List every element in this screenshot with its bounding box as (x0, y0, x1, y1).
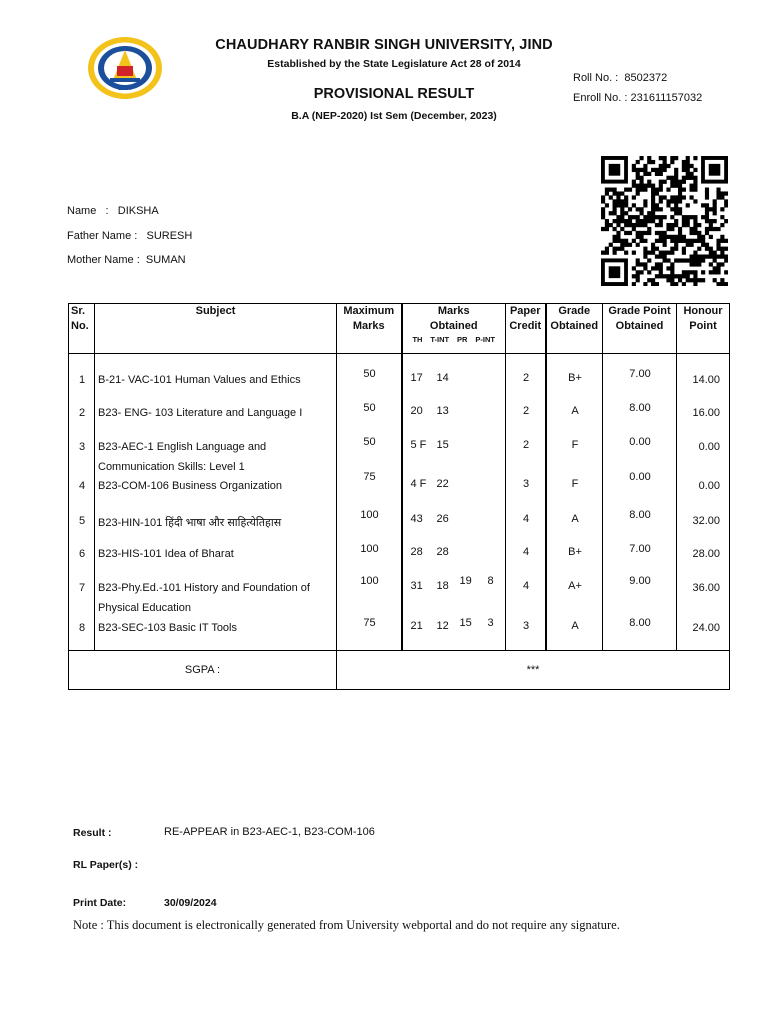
row-th: 28 (410, 546, 423, 558)
result-value: RE-APPEAR in B23-AEC-1, B23-COM-106 (164, 826, 375, 838)
row-honour-point: 0.00 (698, 480, 720, 492)
row-th: 17 (410, 372, 423, 384)
header-marks-obtained: Marks Obtained TH T-INT PR P-INT (402, 304, 506, 354)
col-gp (603, 354, 677, 651)
row-sr: 1 (78, 374, 86, 386)
row-grade: A+ (568, 580, 582, 592)
row-grade-point: 7.00 (629, 368, 651, 380)
mother-label: Mother Name : (67, 254, 140, 266)
row-sr: 3 (78, 441, 86, 453)
row-subject: B23-AEC-1 English Language and (98, 441, 267, 453)
result-label: Result : (73, 827, 112, 839)
row-pint: 8 (487, 575, 494, 587)
table-body-row (69, 354, 730, 651)
row-grade-point: 8.00 (629, 617, 651, 629)
col-grade (546, 354, 603, 651)
row-credit: 2 (522, 439, 530, 451)
row-credit: 4 (522, 513, 530, 525)
row-tint: 18 (436, 580, 449, 592)
mother-name: SUMAN (145, 254, 186, 266)
col-subject (95, 354, 337, 651)
header-grade-point: Grade Point Obtained (603, 304, 677, 354)
row-honour-point: 16.00 (692, 407, 720, 419)
row-pint: 3 (487, 617, 494, 629)
row-credit: 3 (522, 620, 530, 632)
university-name: CHAUDHARY RANBIR SINGH UNIVERSITY, JIND (215, 37, 553, 53)
row-th: 20 (410, 405, 423, 417)
row-grade: A (571, 405, 579, 417)
roll-label: Roll No. : (573, 72, 619, 84)
row-subject: B23-HIS-101 Idea of Bharat (98, 548, 234, 560)
row-tint: 28 (436, 546, 449, 558)
row-honour-point: 24.00 (692, 622, 720, 634)
header-max-marks: Maximum Marks (337, 304, 402, 354)
row-tint: 26 (436, 513, 449, 525)
row-grade: A (571, 513, 579, 525)
row-tint: 14 (436, 372, 449, 384)
row-grade-point: 0.00 (629, 436, 651, 448)
subheader-pint: P-INT (475, 335, 495, 344)
row-honour-point: 36.00 (692, 582, 720, 594)
row-grade: F (571, 439, 579, 451)
student-name-row (67, 205, 159, 217)
sgpa-value: *** (337, 651, 730, 690)
header-subject: Subject (95, 304, 337, 354)
row-honour-point: 32.00 (692, 515, 720, 527)
row-subject-cont: Physical Education (98, 602, 191, 614)
row-subject-cont: Communication Skills: Level 1 (98, 461, 245, 473)
enroll-label: Enroll No. : (573, 92, 628, 104)
header-grade: Grade Obtained (546, 304, 603, 354)
row-tint: 12 (436, 620, 449, 632)
established-line: Established by the State Legislature Act 28 of 2014 (267, 58, 521, 70)
row-subject: B23-SEC-103 Basic IT Tools (98, 622, 237, 634)
row-max-marks: 75 (363, 471, 376, 483)
rl-papers-label: RL Paper(s) : (73, 859, 139, 871)
qr-code (601, 156, 728, 286)
subheader-pr: PR (457, 335, 468, 344)
page-title: PROVISIONAL RESULT (313, 86, 475, 102)
row-sr: 6 (78, 548, 86, 560)
row-th: 4 F (410, 478, 427, 490)
row-sr: 4 (78, 480, 86, 492)
row-credit: 2 (522, 405, 530, 417)
row-max-marks: 50 (363, 402, 376, 414)
row-pr: 19 (459, 575, 472, 587)
enroll-number (573, 92, 702, 104)
row-th: 21 (410, 620, 423, 632)
row-subject: B23-HIN-101 हिंदी भाषा और साहित्येतिहास (98, 517, 282, 529)
father-name: SURESH (146, 230, 193, 242)
row-grade: B+ (568, 546, 582, 558)
col-credit (506, 354, 546, 651)
row-credit: 2 (522, 372, 530, 384)
print-date-value: 30/09/2024 (164, 897, 217, 909)
sgpa-label: SGPA : (184, 664, 221, 676)
row-sr: 2 (78, 407, 86, 419)
header-paper-credit: Paper Credit (506, 304, 546, 354)
row-sr: 7 (78, 582, 86, 594)
mother-name-row (67, 254, 186, 266)
marks-table (68, 303, 730, 690)
row-grade-point: 9.00 (629, 575, 651, 587)
row-max-marks: 50 (363, 368, 376, 380)
row-grade-point: 7.00 (629, 543, 651, 555)
row-th: 43 (410, 513, 423, 525)
row-subject: B23- ENG- 103 Literature and Language I (98, 407, 303, 419)
row-tint: 22 (436, 478, 449, 490)
row-credit: 3 (522, 478, 530, 490)
marks-subheaders (403, 335, 506, 345)
row-th: 5 F (410, 439, 427, 451)
name-separator: : (105, 205, 109, 217)
row-max-marks: 100 (360, 575, 379, 587)
row-max-marks: 100 (360, 509, 379, 521)
name-label: Name (67, 205, 97, 217)
row-th: 31 (410, 580, 423, 592)
row-honour-point: 0.00 (698, 441, 720, 453)
table-header-row (69, 304, 730, 354)
student-name: DIKSHA (117, 205, 159, 217)
col-max (337, 354, 402, 651)
row-max-marks: 50 (363, 436, 376, 448)
row-grade-point: 0.00 (629, 471, 651, 483)
qr-code-icon (601, 156, 728, 286)
row-subject: B23-Phy.Ed.-101 History and Foundation of (98, 582, 310, 594)
row-pr: 15 (459, 617, 472, 629)
roll-value: 8502372 (624, 72, 668, 84)
father-label: Father Name : (67, 230, 138, 242)
row-subject: B-21- VAC-101 Human Values and Ethics (98, 374, 301, 386)
row-max-marks: 75 (363, 617, 376, 629)
course-line: B.A (NEP-2020) Ist Sem (December, 2023) (291, 110, 497, 122)
header-honour-point: Honour Point (677, 304, 730, 354)
roll-number (573, 72, 667, 84)
row-tint: 13 (436, 405, 449, 417)
row-subject: B23-COM-106 Business Organization (98, 480, 283, 492)
row-grade: A (571, 620, 579, 632)
col-sr (69, 354, 95, 651)
subheader-th: TH (412, 335, 423, 344)
row-tint: 15 (436, 439, 449, 451)
row-grade-point: 8.00 (629, 509, 651, 521)
row-grade: B+ (568, 372, 582, 384)
row-grade: F (571, 478, 579, 490)
row-honour-point: 14.00 (692, 374, 720, 386)
row-honour-point: 28.00 (692, 548, 720, 560)
enroll-value: 231611157032 (630, 92, 703, 104)
row-grade-point: 8.00 (629, 402, 651, 414)
row-sr: 8 (78, 622, 86, 634)
sgpa-row (69, 651, 730, 690)
row-credit: 4 (522, 580, 530, 592)
col-hp (677, 354, 730, 651)
footer-note: Note : This document is electronically generated from University webportal and do not require any signature. (73, 918, 620, 932)
logo-year: 2014 (118, 86, 132, 92)
row-max-marks: 100 (360, 543, 379, 555)
father-name-row (67, 230, 192, 242)
header-sr: Sr. No. (71, 305, 89, 332)
row-sr: 5 (78, 515, 86, 527)
col-marks (402, 354, 506, 651)
row-credit: 4 (522, 546, 530, 558)
subheader-tint: T-INT (430, 335, 450, 344)
print-date-label: Print Date: (73, 897, 127, 909)
